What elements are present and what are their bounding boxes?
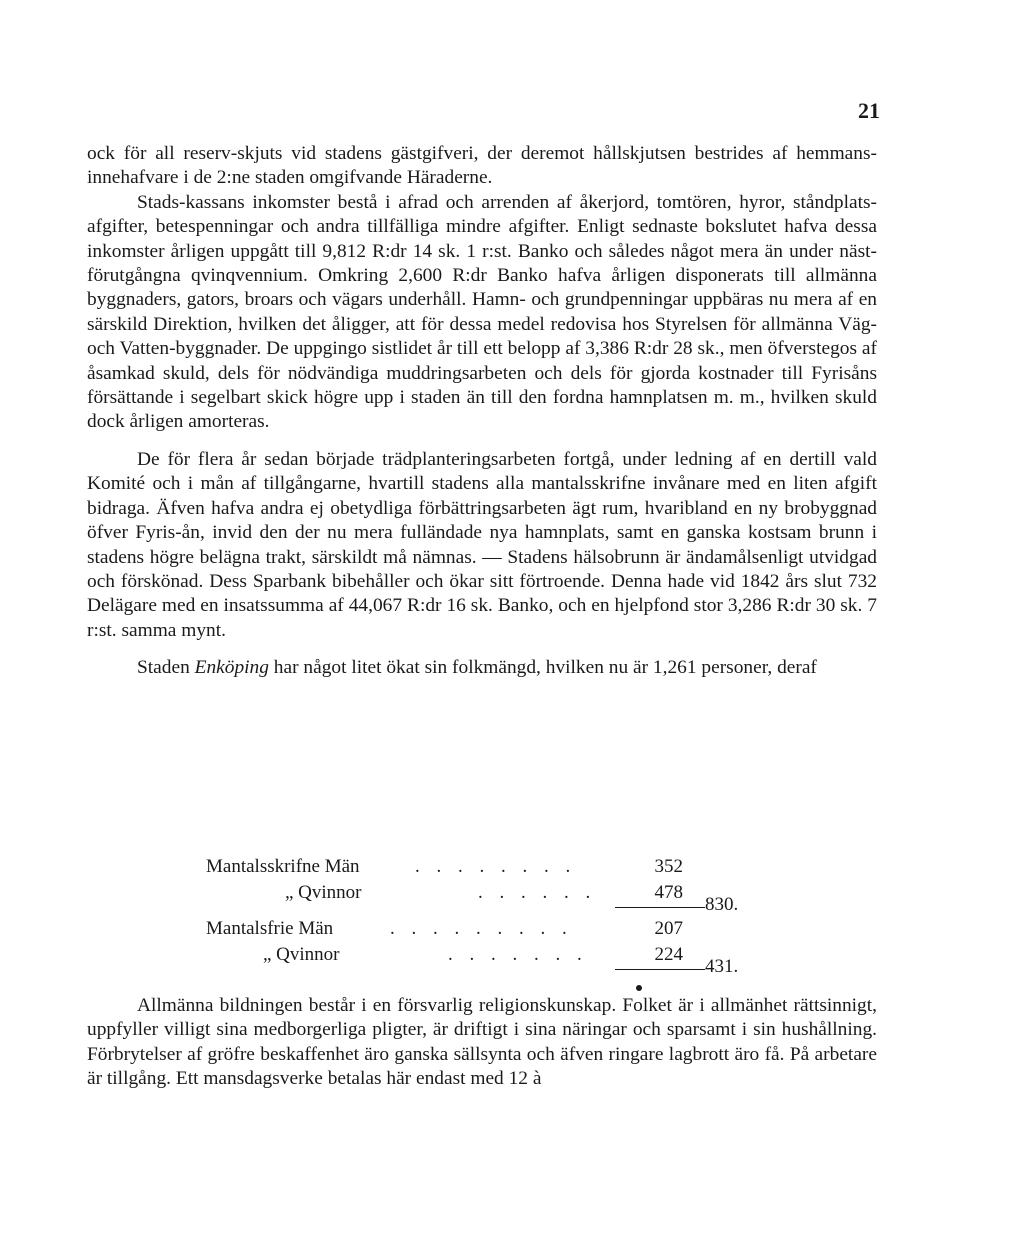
row-value: 352	[654, 856, 683, 877]
enkoping-name: Enköping	[194, 657, 269, 679]
row-dots: . . . . . . . . .	[390, 918, 573, 939]
paragraph-closing: Allmänna bildningen består i en försvarlig religionskunskap. Folket är i allmänhet rättsinnigt, uppfyller villigt sina medborgerliga pligter, är driftigt i sina näringar och sparsamt i sin hushållning. Förbrytelser af gröfre beskaffenhet äro ganska sällsynta och äfven ringare lagbrott äro få. På arbetare är tillgång. Ett mansdagsverke betalas här endast med 12 à	[87, 995, 877, 1090]
body-text-top	[87, 142, 877, 681]
row-dots: . . . . . . . .	[415, 856, 577, 877]
row-sum: 431.	[705, 956, 739, 977]
row-dots: . . . . . . .	[448, 944, 588, 965]
enkoping-before: Staden	[137, 657, 195, 679]
ink-dot	[636, 985, 642, 991]
row-value: 224	[654, 944, 683, 965]
paragraph-3: De för flera år sedan började trädplanteringsarbeten fortgå, under ledning af en dertill vald Komité och i mån af tillgångarne, hvartill stadens alla mantalsskrifne invånare med en liten afgift bidraga. Äfven hafva andra ej obetydliga förbättringsarbeten ägt rum, hvaribland en ny brobyggnad öfver Fyris-ån, invid den der nu mera fulländade nya hamnplats, samt en ganska kostsam brunn i stadens högre belägna trakt, särskildt må nämnas. — Stadens hälsobrunn är ändamålsenligt utvidgad och förskönad. Dess Sparbank bibehåller och ökar sitt förtroende. Denna hade vid 1842 års slut 732 Delägare med en insatssumma af 44,067 R:dr 16 sk. Banko, och en hjelpfond stor 3,286 R:dr 30 sk. 7 r:st. samma mynt.	[87, 448, 877, 641]
row-value: 478	[654, 882, 683, 903]
row-label: „ Qvinnor	[263, 944, 340, 965]
sum-rule	[615, 907, 705, 908]
enkoping-after: har något litet ökat sin folkmängd, hvilken nu är 1,261 personer, deraf	[268, 657, 817, 679]
row-sum: 830.	[705, 894, 739, 915]
row-label: „ Qvinnor	[285, 882, 362, 903]
paragraph-enkoping	[87, 656, 877, 680]
sum-rule	[615, 969, 705, 970]
row-label: Mantalsfrie Män	[206, 918, 334, 939]
body-text-bottom	[87, 994, 877, 1092]
paragraph-2: Stads-kassans inkomster bestå i afrad och arrenden af åkerjord, tomtören, hyror, ståndplats-afgifter, betespenningar och andra tillfälliga mindre afgifter. Enligt sednaste bokslutet hafva dessa inkomster årligen uppgått till 9,812 R:dr 14 sk. 1 r:st. Banko och således något mera än under näst-förutgångna qvinqvennium. Omkring 2,600 R:dr Banko hafva årligen disponerats till allmänna byggnaders, gators, broars och vägars underhåll. Hamn- och grundpenningar uppbäras nu mera af en särskild Direktion, hvilken det åligger, att för dessa medel redovisa hos Styrelsen för allmänna Väg- och Vatten-byggnader. De uppgingo sistlidet år till ett belopp af 3,386 R:dr 28 sk., men öfverstegos af åsamkad skuld, dels för nödvändiga muddringsarbeten och dels för gjorda kostnader till Fyrisåns försättande i segelbart skick högre upp i staden än till den fordna hamnplatsen m. m., hvilken skuld dock årligen amorteras.	[87, 191, 877, 433]
row-label: Mantalsskrifne Män	[206, 856, 360, 877]
paragraph-1: ock för all reserv-skjuts vid stadens gästgifveri, der deremot hållskjutsen bestrides af hemmans-innehafvare i de 2:ne staden omgifvande Häraderne.	[87, 143, 877, 189]
row-value: 207	[654, 918, 683, 939]
row-dots: . . . . . .	[478, 882, 597, 903]
page-number: 21	[858, 98, 880, 123]
